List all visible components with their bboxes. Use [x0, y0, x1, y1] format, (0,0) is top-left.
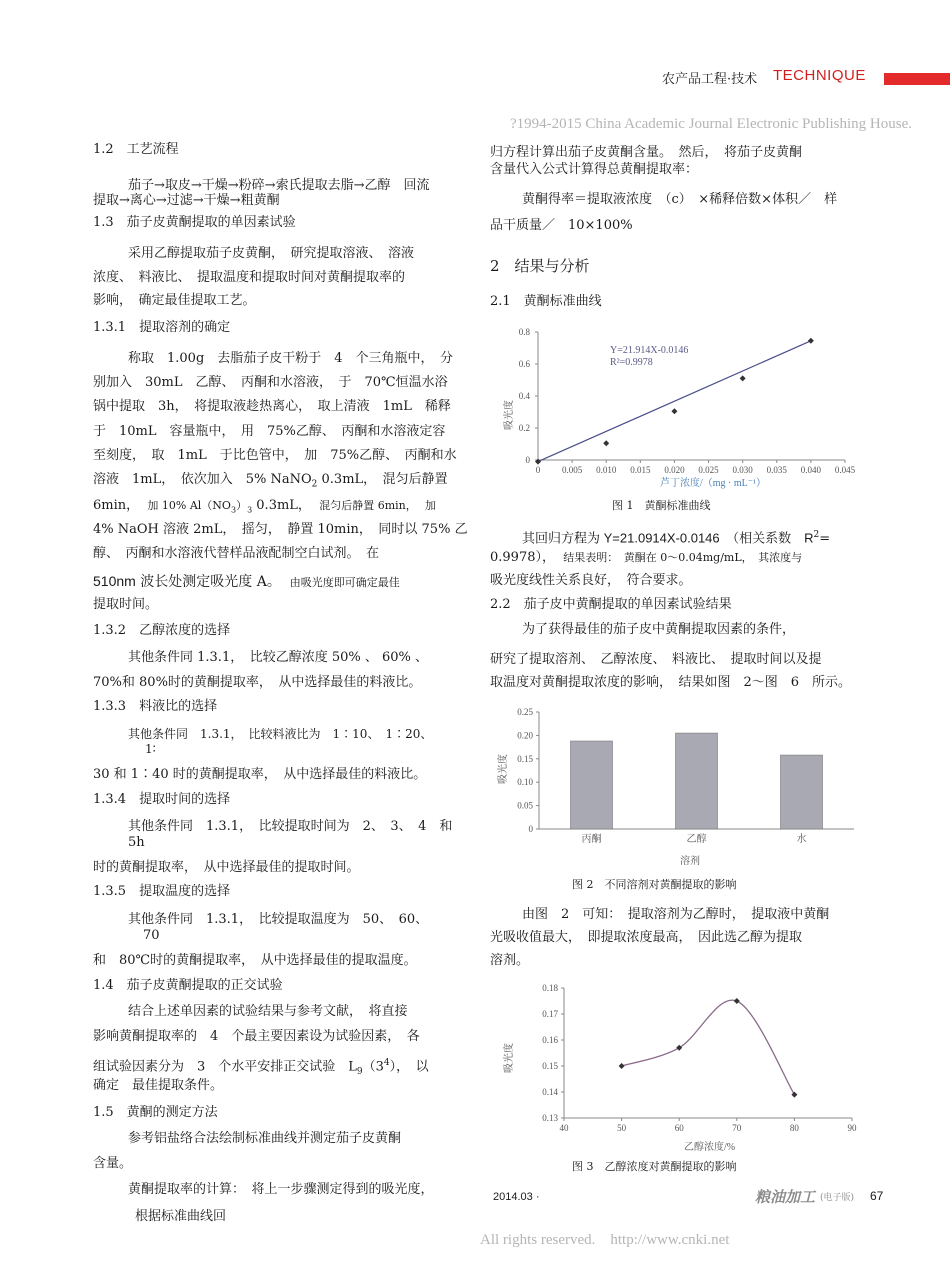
footer-journal-sub: (电子版): [820, 1193, 855, 1203]
fig1-ytick-label: 0.8: [518, 327, 530, 337]
fig1-xtick-label: 0.030: [732, 465, 753, 475]
s15-line4: 根据标准曲线回: [135, 1209, 227, 1224]
section-2-2-title: 2.2 茄子皮中黄酮提取的单因素试验结果: [490, 597, 732, 612]
result-line9: 溶剂。: [490, 953, 530, 968]
section-1-4-title: 1.4 茄子皮黄酮提取的正交试验: [93, 978, 283, 993]
fig1-xtick-label: 0.020: [664, 465, 685, 475]
s131-line7: 6min， 加 10% $Al(NO_3)_3$ 0.3mL， 混匀后静置 6min， 加: [93, 498, 436, 515]
s132-line2: 70%和 80%时的黄酮提取率， 从中选择最佳的料液比。: [93, 675, 422, 690]
s131-line6: 溶液 1mL， 依次加入 5% NaNO$_2$ 0.3mL， 混匀后静置: [93, 472, 448, 490]
fig1-ytick-label: 0: [525, 455, 530, 465]
figure-3-ethanol-line-chart: [494, 978, 864, 1153]
section-1-3-title: 1.3 茄子皮黄酮提取的单因素试验: [93, 215, 296, 230]
fig3-axes: [542, 983, 857, 1133]
section-1-3-4-title: 1.3.4 提取时间的选择: [93, 792, 231, 807]
fig3-ytick-label: 0.17: [542, 1009, 558, 1019]
fig3-xtick-label: 60: [674, 1123, 684, 1133]
fig3-data-point: [619, 1063, 625, 1069]
s131-line1: 称取 1.00g 去脂茄子皮干粉于 4 个三角瓶中， 分: [128, 351, 454, 366]
section-1-3-1-title: 1.3.1 提取溶剂的确定: [93, 320, 231, 335]
s134-line1b: 5h: [128, 835, 145, 850]
s14-line3: 组试验因素分为 3 个水平安排正交试验 $L_9(3^4)$， 以: [93, 1058, 429, 1077]
fig1-xlabel: 芦丁浓度/（mg · mL⁻¹）: [660, 478, 767, 489]
fig3-series-line: [622, 1000, 795, 1095]
s13-line3: 影响， 确定最佳提取工艺。: [93, 293, 256, 308]
s134-line1: 其他条件同 1.3.1， 比较提取时间为 2、 3、 4 和: [128, 819, 453, 834]
fig1-r2: R²=0.9978: [610, 357, 653, 368]
result-line4: 为了获得最佳的茄子皮中黄酮提取因素的条件，: [522, 622, 796, 637]
figure-1-caption: 图 1 黄酮标准曲线: [612, 499, 711, 512]
page-number: 67: [870, 1189, 884, 1203]
fig2-bar: [571, 741, 613, 829]
fig2-ytick-label: 0.10: [517, 777, 533, 788]
s131-line11: 提取时间。: [93, 597, 159, 612]
fig2-ytick-label: 0.25: [517, 707, 533, 717]
result-line5: 研究了提取溶剂、 乙醇浓度、 料液比、 提取时间以及提: [490, 652, 822, 667]
section-2-title: 2 结果与分析: [490, 257, 590, 275]
fig2-bar: [676, 733, 718, 829]
fig1-xtick-label: 0.035: [766, 465, 787, 475]
right-line1: 归方程计算出茄子皮黄酮含量。 然后， 将茄子皮黄酮: [490, 145, 803, 160]
s131-line5: 至刻度， 取 1mL 于比色管中， 加 75%乙醇、 丙酮和水: [93, 448, 457, 463]
header-brand: TECHNIQUE: [773, 67, 866, 84]
fig1-xtick-label: 0.010: [596, 465, 617, 475]
fig3-ytick-label: 0.15: [542, 1061, 558, 1071]
fig2-ytick-label: 0.20: [517, 730, 533, 741]
fig3-xtick-label: 80: [789, 1123, 799, 1133]
right-line2: 含量代入公式计算得总黄酮提取率：: [490, 162, 699, 177]
fig2-category-label: 丙酮: [581, 834, 602, 845]
s135-line2: 和 80℃时的黄酮提取率， 从中选择最佳的提取温度。: [93, 953, 417, 968]
s135-line1: 其他条件同 1.3.1， 比较提取温度为 50、 60、: [128, 912, 429, 927]
fig3-ytick-label: 0.13: [542, 1113, 558, 1123]
s133-line1: 其他条件同 1.3.1， 比较料液比为 1∶10、 1∶20、: [128, 727, 433, 741]
figure-2-solvent-bar-chart: [494, 704, 864, 869]
fig3-xtick-label: 50: [617, 1123, 627, 1133]
formula-line1: 黄酮得率＝提取液浓度 （c） ×稀释倍数×体积／ 样: [522, 192, 838, 207]
fig2-ylabel: 吸光度: [498, 754, 509, 784]
fig3-data-point: [734, 998, 740, 1004]
result-line6: 取温度对黄酮提取浓度的影响， 结果如图 2～图 6 所示。: [490, 675, 852, 690]
s14-line1: 结合上述单因素的试验结果与参考文献， 将直接: [128, 1004, 408, 1019]
section-2-1-title: 2.1 黄酮标准曲线: [490, 294, 602, 309]
header-red-bar: [884, 73, 950, 85]
fig2-ytick-label: 0: [528, 824, 533, 834]
footer-date: 2014.03 ·: [493, 1191, 540, 1203]
copyright-watermark: ?1994-2015 China Academic Journal Electronic Publishing House.: [510, 116, 913, 132]
s13-line2: 浓度、 料液比、 提取温度和提取时间对黄酮提取率的: [93, 270, 406, 285]
result-line1: 其回归方程为 Y=21.0914X-0.0146 （相关系数 $R^2=$: [522, 530, 831, 547]
fig2-bar: [781, 755, 823, 829]
s14-line2: 影响黄酮提取率的 4 个最主要因素设为试验因素， 各: [93, 1029, 420, 1044]
formula-line2: 品干质量／ 10×100%: [490, 218, 633, 233]
fig3-ytick-label: 0.16: [542, 1035, 558, 1045]
section-1-3-2-title: 1.3.2 乙醇浓度的选择: [93, 623, 231, 638]
fig2-ytick-label: 0.15: [517, 753, 533, 764]
fig2-axes: [517, 707, 854, 845]
footer-journal-logo: 粮油加工: [755, 1188, 816, 1206]
s131-line10: 510nm 波长处测定吸光度 A。 由吸光度即可确定最佳: [93, 573, 400, 590]
fig1-xtick-label: 0.045: [834, 465, 856, 475]
section-1-3-5-title: 1.3.5 提取温度的选择: [93, 884, 231, 899]
s13-line1: 采用乙醇提取茄子皮黄酮， 研究提取溶液、 溶液: [128, 246, 415, 261]
fig3-ylabel: 吸光度: [504, 1043, 515, 1073]
s14-line4: 确定 最佳提取条件。: [93, 1078, 224, 1093]
footer-rights: All rights reserved. http://www.cnki.net: [480, 1232, 730, 1248]
fig3-xlabel: 乙醇浓度/%: [684, 1142, 736, 1153]
figure-3-caption: 图 3 乙醇浓度对黄酮提取的影响: [572, 1160, 737, 1173]
fig2-xlabel: 溶剂: [680, 856, 700, 867]
fig1-equation: Y=21.914X-0.0146: [610, 345, 689, 356]
fig3-xtick-label: 70: [732, 1123, 742, 1133]
s133-line1b: 1∶: [145, 742, 156, 756]
fig2-category-label: 乙醇: [686, 834, 707, 845]
s131-line8: 4% NaOH 溶液 2mL， 摇匀， 静置 10min， 同时以 75% 乙: [93, 522, 468, 537]
s133-line2: 30 和 1∶40 时的黄酮提取率， 从中选择最佳的料液比。: [93, 767, 427, 782]
s131-line3: 锅中提取 3h， 将提取液趁热离心， 取上清液 1mL 稀释: [93, 399, 451, 414]
s15-line1: 参考铝盐络合法绘制标准曲线并测定茄子皮黄酮: [128, 1131, 402, 1146]
fig3-ytick-label: 0.18: [542, 983, 558, 993]
result-line3: 吸光度线性关系良好， 符合要求。: [490, 573, 692, 588]
figure-1-standard-curve: [500, 320, 860, 490]
s15-line3: 黄酮提取率的计算： 将上一步骤测定得到的吸光度，: [128, 1182, 434, 1197]
fig3-xtick-label: 40: [559, 1123, 569, 1133]
header-section: 农产品工程·技术: [662, 72, 758, 87]
s131-line9: 醇、 丙酮和水溶液代替样品液配制空白试剂。 在: [93, 546, 380, 561]
fig1-xtick-label: 0.005: [561, 465, 583, 475]
fig1-xtick-label: 0: [535, 465, 541, 475]
s134-line2: 时的黄酮提取率， 从中选择最佳的提取时间。: [93, 860, 360, 875]
process-flow-line1: 茄子→取皮→干燥→粉碎→索氏提取去脂→乙醇 回流: [128, 178, 430, 193]
fig1-data-point: [603, 440, 609, 446]
fig1-ytick-label: 0.2: [518, 423, 530, 433]
s131-line2: 别加入 30mL 乙醇、 丙酮和水溶液， 于 70℃恒温水浴: [93, 375, 448, 390]
section-1-2-title: 1.2 工艺流程: [93, 142, 179, 157]
fig1-ytick-label: 0.4: [518, 391, 530, 401]
result-line8: 光吸收值最大， 即提取浓度最高， 因此选乙醇为提取: [490, 930, 803, 945]
fig2-ytick-label: 0.05: [517, 800, 533, 811]
figure-2-caption: 图 2 不同溶剂对黄酮提取的影响: [572, 878, 737, 891]
fig1-xtick-label: 0.025: [698, 465, 719, 475]
fig1-ytick-label: 0.6: [518, 359, 530, 369]
s132-line1: 其他条件同 1.3.1， 比较乙醇浓度 50% 、 60% 、: [128, 650, 429, 665]
s131-line4: 于 10mL 容量瓶中， 用 75%乙醇、 丙酮和水溶液定容: [93, 424, 446, 439]
fig1-regression-line: [538, 341, 811, 462]
result-line7: 由图 2 可知： 提取溶剂为乙醇时， 提取液中黄酮: [522, 907, 830, 922]
fig3-xtick-label: 90: [847, 1123, 857, 1133]
fig2-category-label: 水: [796, 834, 807, 845]
fig1-ylabel: 吸光度: [504, 400, 515, 430]
fig3-data-point: [791, 1092, 797, 1098]
process-flow-line2: 提取→离心→过滤→干燥→粗黄酮: [93, 193, 280, 208]
s135-line1b: 70: [143, 928, 160, 943]
fig1-xtick-label: 0.015: [630, 465, 651, 475]
section-1-3-3-title: 1.3.3 料液比的选择: [93, 699, 218, 714]
fig1-xtick-label: 0.040: [800, 465, 822, 475]
fig1-data-point: [671, 408, 677, 414]
fig3-ytick-label: 0.14: [542, 1087, 558, 1097]
s15-line2: 含量。: [93, 1156, 133, 1171]
section-1-5-title: 1.5 黄酮的测定方法: [93, 1105, 218, 1120]
fig1-data-point: [808, 338, 814, 344]
result-line2: 0.9978）， 结果表明： 黄酮在 0～0.04mg/mL， 其浓度与: [490, 550, 803, 565]
fig1-data-point: [740, 375, 746, 381]
